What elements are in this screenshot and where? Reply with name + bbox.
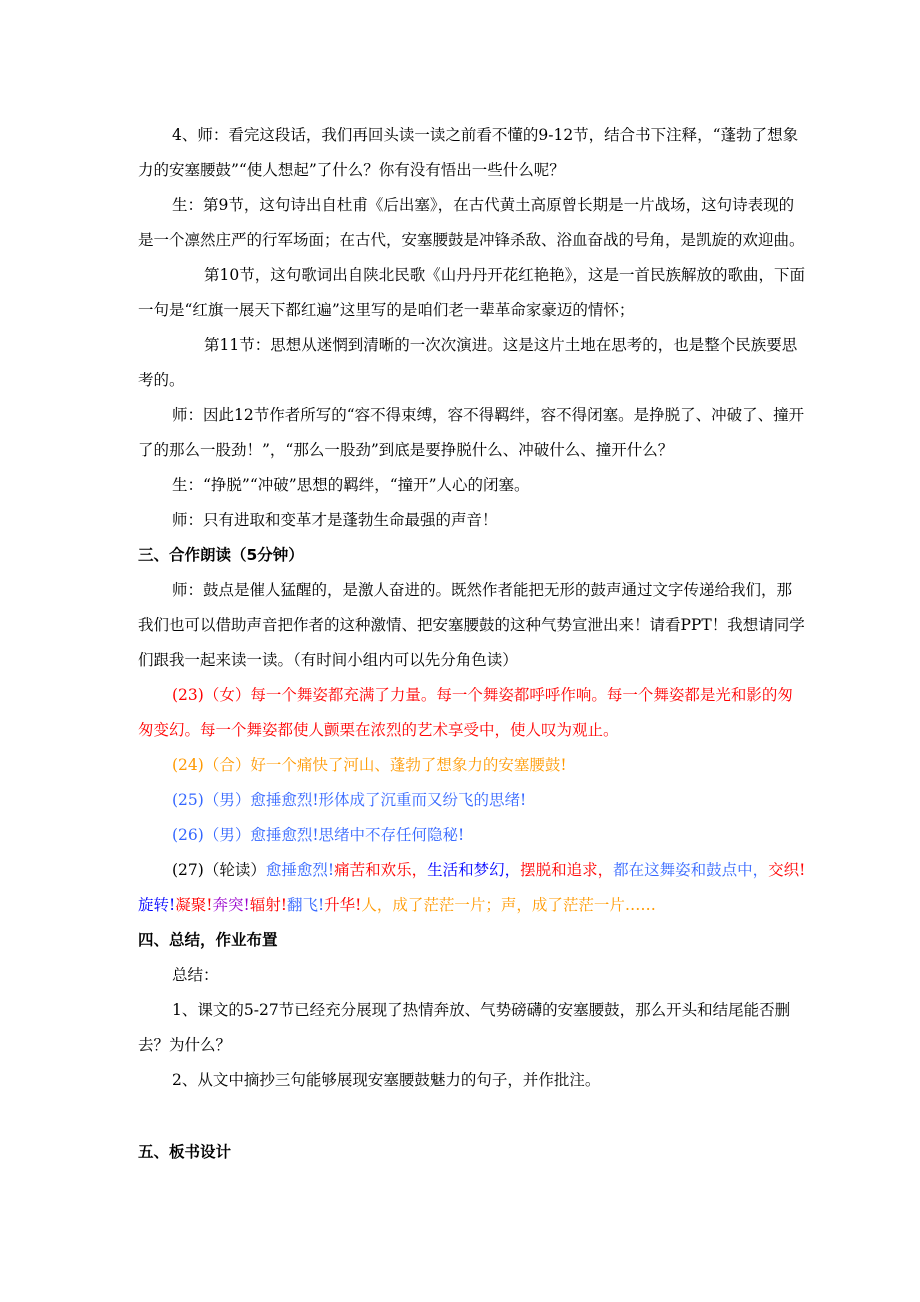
reading-27-seg-7: 旋转! <box>138 896 176 914</box>
section-heading-4: 四、总结，作业布置 <box>138 931 278 949</box>
reading-27-seg-2: 痛苦和欢乐， <box>334 861 428 879</box>
reading-27-seg-1: 愈捶愈烈! <box>265 861 335 879</box>
section-heading-3: 三、合作朗读（5分钟） <box>138 546 304 564</box>
reading-line-25: (25)（男）愈捶愈烈!形体成了沉重而又纷飞的思绪! <box>172 791 527 809</box>
reading-27-seg-3: 生活和梦幻， <box>427 861 521 879</box>
paragraph-section-10: 第10节，这句歌词出自陕北民歌《山丹丹开花红艳艳》，这是一首民族解放的歌曲，下面一句是“红旗一展天下都红遍”这里写的是咱们老一辈革命家豪迈的情怀； <box>138 266 805 319</box>
paragraph-teacher-conclusion: 师：只有进取和变革才是蓬勃生命最强的声音！ <box>172 511 498 529</box>
spacer <box>138 1098 806 1135</box>
reading-27-seg-8: 凝聚! <box>175 896 213 914</box>
reading-27-seg-5: 都在这舞姿和鼓点中， <box>613 861 769 879</box>
reading-line-24: (24)（合）好一个痛快了河山、蓬勃了想象力的安塞腰鼓! <box>172 756 567 774</box>
paragraph-teacher-reading-intro: 师：鼓点是催人猛醒的，是激人奋进的。既然作者能把无形的鼓声通过文字传递给我们，那我们也可以借助声音把作者的这种激情、把安塞腰鼓的这种气势宣泄出来！请看PPT！我想请同学们跟我一起来读一读。（有时间小组内可以先分角色读） <box>138 581 805 669</box>
reading-27-seg-9: 奔突! <box>212 896 250 914</box>
paragraph-teacher-question-4: 4、师：看完这段话，我们再回头读一读之前看不懂的9-12节，结合书下注释，“蓬勃了想象力的安塞腰鼓”“使人想起”了什么？你有没有悟出一些什么呢？ <box>138 126 799 179</box>
reading-27-seg-6: 交织! <box>768 861 806 879</box>
reading-27-seg-12: 升华! <box>324 896 362 914</box>
reading-line-27 <box>138 853 806 923</box>
paragraph-homework-1: 1、课文的5-27节已经充分展现了热情奔放、气势磅礴的安塞腰鼓，那么开头和结尾能否删去？为什么？ <box>138 1001 791 1054</box>
paragraph-homework-2: 2、从文中摘抄三句能够展现安塞腰鼓魅力的句子，并作批注。 <box>172 1071 601 1089</box>
document-page <box>138 118 806 1170</box>
paragraph-student-answer: 生：“挣脱”“冲破”思想的羁绊，“撞开”人心的闭塞。 <box>172 476 530 494</box>
paragraph-section-11: 第11节：思想从迷惘到清晰的一次次演进。这是这片土地在思考的，也是整个民族要思考的。 <box>138 336 798 389</box>
paragraph-summary-label: 总结： <box>172 966 219 984</box>
paragraph-student-section-9: 生：第9节，这句诗出自杜甫《后出塞》，在古代黄土高原曾长期是一片战场，这句诗表现的是一个凛然庄严的行军场面；在古代，安塞腰鼓是冲锋杀敌、浴血奋战的号角，是凯旋的欢迎曲。 <box>138 196 805 249</box>
paragraph-teacher-section-12: 师：因此12节作者所写的“容不得束缚，容不得羁绊，容不得闭塞。是挣脱了、冲破了、撞开了的那么一股劲！”，“那么一股劲”到底是要挣脱什么、冲破什么、撞开什么？ <box>138 406 805 459</box>
section-heading-5: 五、板书设计 <box>138 1143 232 1161</box>
reading-27-lead: (27)（轮读） <box>172 861 266 879</box>
reading-27-seg-13: 人，成了茫茫一片；声，成了茫茫一片…… <box>361 896 656 914</box>
reading-27-seg-11: 翻飞! <box>286 896 325 914</box>
reading-27-seg-4: 摆脱和追求， <box>520 861 614 879</box>
reading-27-seg-10: 辐射! <box>249 896 287 914</box>
reading-line-26: (26)（男）愈捶愈烈!思绪中不存任何隐秘! <box>172 826 465 844</box>
reading-line-23: (23)（女）每一个舞姿都充满了力量。每一个舞姿都呼呼作响。每一个舞姿都是光和影的匆匆变幻。每一个舞姿都使人颤栗在浓烈的艺术享受中，使人叹为观止。 <box>138 686 793 739</box>
